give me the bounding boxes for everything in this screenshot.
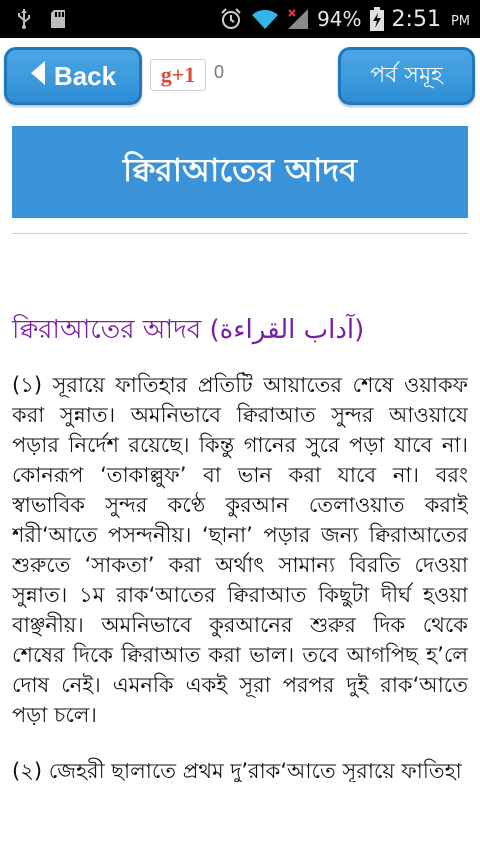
clock-time: 2:51 [391, 6, 441, 32]
parts-list-button[interactable] [338, 47, 475, 105]
status-bar [0, 0, 480, 38]
divider [12, 233, 468, 234]
google-plus-one-button[interactable] [150, 59, 206, 91]
battery-percent: 94% [317, 7, 362, 31]
page-title: ক্বিরাআতের আদব [123, 151, 357, 189]
back-button-label: Back [53, 60, 117, 91]
google-plus-icon: g+1 [160, 62, 196, 87]
alarm-icon [219, 7, 243, 31]
page-title-banner [12, 126, 468, 218]
wifi-icon [251, 8, 279, 30]
sd-card-icon [50, 9, 66, 29]
top-toolbar [0, 38, 480, 114]
back-arrow-icon [30, 60, 46, 93]
signal-icon [287, 8, 309, 30]
usb-icon [16, 8, 32, 30]
plus-one-count: 0 [214, 62, 225, 82]
parts-list-label: পর্ব সমূহ [370, 62, 443, 88]
article-body[interactable] [12, 370, 468, 782]
article-heading: ক্বিরাআতের আদব (آداب القراءة) [12, 315, 365, 345]
back-button[interactable] [4, 47, 142, 105]
article-paragraph: (১) সূরায়ে ফাতিহার প্রতিটি আয়াতের শেষে ওয়াকফ করা সুন্নাত। অমনিভাবে ক্বিরাআত সুন্দর আওয়াযে পড়ার নির্দেশ রয়েছে। কিন্তু গানের সুরে পড়া যাবে না। কোনরূপ ‘তাকাল্লুফ’ বা ভান করা যাবে না। বরং স্বাভাবিক সুন্দর কণ্ঠে কুরআন তেলাওয়াত করাই শরী‘আতে পসন্দনীয়। ‘ছানা’ পড়ার জন্য ক্বিরাআতের শুরুতে ‘সাকতা’ করা অর্থাৎ সামান্য বিরতি দেওয়া সুন্নাত। ১ম রাক‘আতের ক্বিরাআত কিছুটা দীর্ঘ হওয়া বাঞ্ছনীয়। অমনিভাবে কুরআনের শুরুর দিক থেকে শেষের দিকে ক্বিরাআত করা ভাল। তবে আগপিছ হ’লে দোষ নেই। এমনকি একই সূরা পরপর দুই রাক‘আতে পড়া চলে। [12, 373, 468, 727]
battery-charging-icon [370, 7, 384, 31]
clock-ampm: PM [450, 14, 470, 29]
article-paragraph: (২) জেহরী ছালাতে প্রথম দু’রাক‘আতে সূরায়ে ফাতিহা [12, 759, 462, 782]
